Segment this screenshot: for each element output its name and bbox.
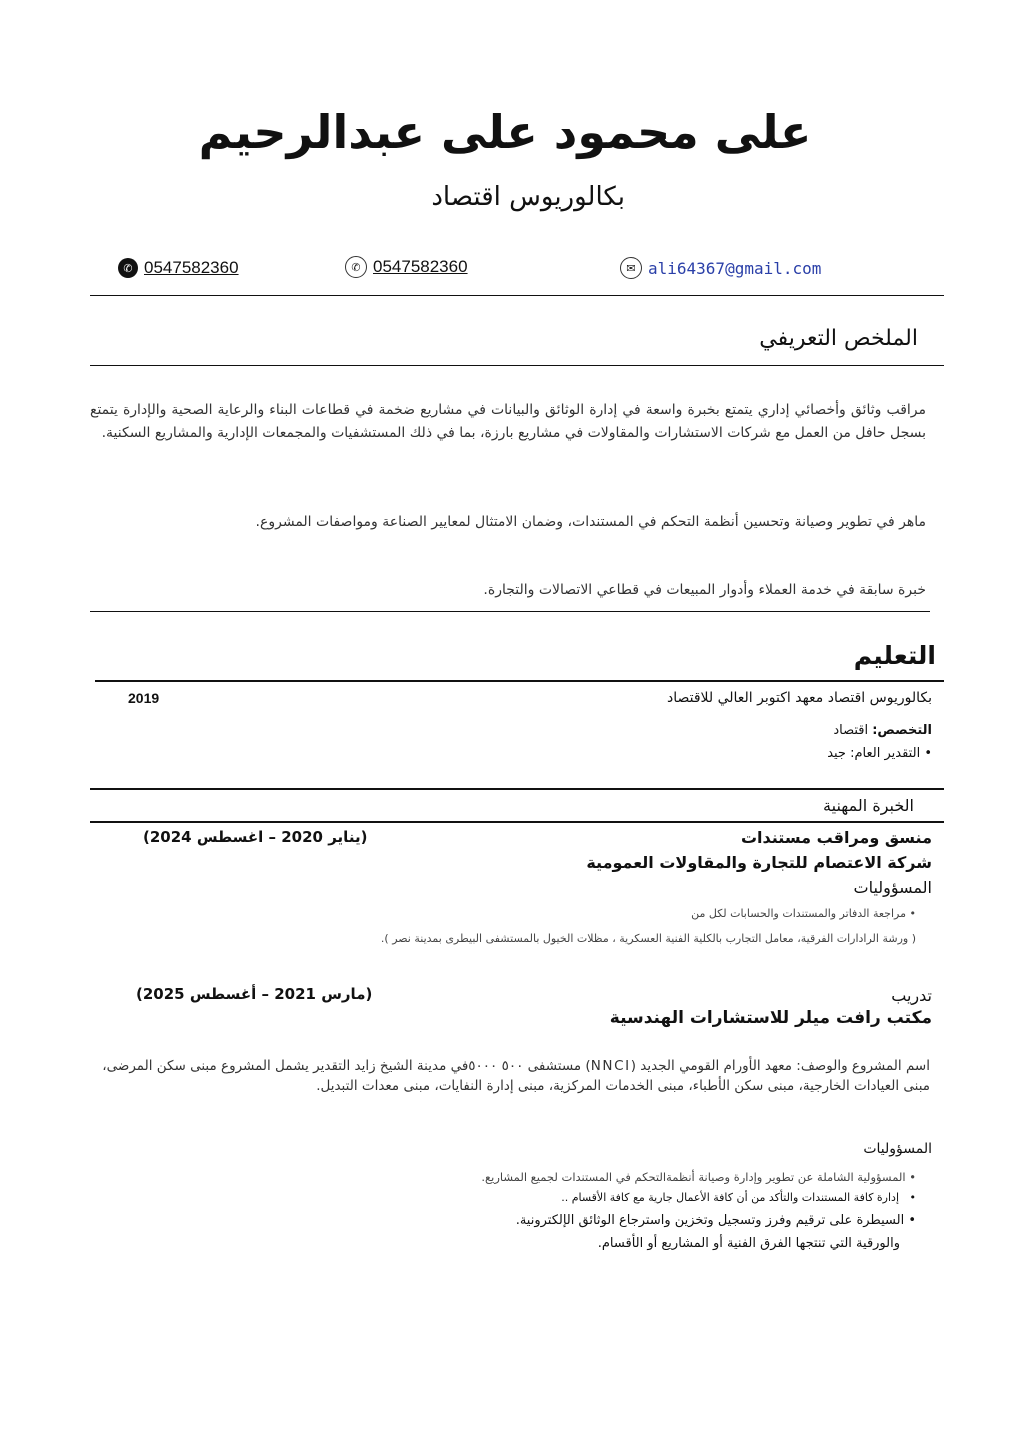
- education-year: 2019: [128, 690, 160, 706]
- divider: [90, 611, 930, 612]
- job1-responsibility: ( ورشة الرادارات الفرقية، معامل التجارب بالكلية الفنية العسكرية ، مظلات الخيول بالمستشفى البيطرى بمدينة نصر ).: [380, 932, 916, 945]
- summary-title: الملخص التعريفي: [759, 326, 918, 351]
- job1-dates: (يناير 2020 – اغسطس 2024): [143, 828, 368, 846]
- email-address[interactable]: ali64367@gmail.com: [648, 258, 822, 278]
- education-grade: • التقدير العام: جيد: [827, 746, 932, 761]
- job2-responsibility: • إدارة كافة المستندات والتأكد من أن كافة الأعمال جارية مع كافة الأقسام ..: [561, 1191, 916, 1204]
- responsibility-text: مراجعة الدفاتر والمستندات والحسابات لكل من: [691, 907, 906, 920]
- email-contact: [620, 257, 821, 279]
- major-label: التخصص:: [872, 723, 932, 738]
- job1-responsibility: • مراجعة الدفاتر والمستندات والحسابات لكل من: [691, 907, 916, 920]
- job2-responsibility: • المسؤولية الشاملة عن تطوير وإدارة وصيانة أنظمةالتحكم في المستندات لجميع المشاريع.: [481, 1170, 916, 1184]
- job1-title: منسق ومراقب مستندات: [740, 828, 932, 847]
- job2-company: مكتب رافت ميلر للاستشارات الهندسية: [609, 1008, 932, 1028]
- summary-paragraph: مراقب وثائق وأخصائي إداري يتمتع بخبرة واسعة في إدارة الوثائق والبيانات في مشاريع ضخمة في قطاعات البناء والرعاية الصحية والإدارة يتمتع بسجل حافل من العمل مع شركات الاستشارات والمقاولات في مشاريع بارزة، بما في ذلك المستشفيات والمجمعات الإدارية والمشاريع السكنية.: [90, 402, 926, 441]
- job2-project: اسم المشروع والوصف: معهد الأورام القومي الجديد (NNCI) مستشفى ٥٠٠ ٥٠٠٠في مدينة الشيخ زايد التقدير يشمل المشروع مبنى سكن المرضى، مبنى العيادات الخارجية، مبنى سكن الأطباء، مبنى الخدمات المركزية، مبنى إدارة النفايات، مبنى معدات التبديل.: [102, 1058, 930, 1094]
- grade-value: جيد: [827, 746, 846, 761]
- candidate-name: على محمود على عبدالرحيم: [198, 105, 812, 159]
- job1-responsibilities-title: المسؤوليات: [853, 878, 932, 897]
- phone-icon: ✆: [118, 258, 138, 278]
- education-title: التعليم: [853, 641, 936, 670]
- summary-paragraph: ماهر في تطوير وصيانة وتحسين أنظمة التحكم في المستندات، وضمان الامتثال لمعايير الصناعة ومواصفات المشروع.: [255, 514, 926, 530]
- whatsapp-contact: [345, 256, 468, 278]
- responsibility-text: السيطرة على ترقيم وفرز وتسجيل وتخزين واسترجاع الوثائق الإلكترونية.: [515, 1213, 905, 1228]
- responsibility-text: إدارة كافة المستندات والتأكد من أن كافة الأعمال جارية مع كافة الأقسام ..: [561, 1191, 900, 1204]
- divider: [90, 295, 944, 296]
- divider: [95, 680, 944, 682]
- job1-company: شركة الاعتصام للتجارة والمقاولات العمومية: [586, 853, 932, 872]
- whatsapp-icon: ✆: [345, 256, 367, 278]
- education-degree: بكالوريوس اقتصاد معهد اكتوبر العالي للاقتصاد: [666, 690, 932, 706]
- phone-contact: [118, 258, 239, 278]
- major-value: اقتصاد: [833, 723, 869, 738]
- job2-responsibility: والورقية التي تنتجها الفرق الفنية أو المشاريع أو الأقسام.: [597, 1236, 900, 1251]
- job2-responsibilities-title: المسؤوليات: [863, 1141, 932, 1157]
- job2-title: تدريب: [891, 986, 932, 1005]
- job2-responsibility: • السيطرة على ترقيم وفرز وتسجيل وتخزين واسترجاع الوثائق الإلكترونية.: [515, 1213, 916, 1228]
- whatsapp-number[interactable]: 0547582360: [373, 257, 468, 276]
- grade-label: التقدير العام:: [850, 746, 921, 761]
- divider: [90, 821, 944, 823]
- divider: [90, 365, 944, 366]
- candidate-degree: بكالوريوس اقتصاد: [431, 182, 625, 212]
- divider: [90, 788, 944, 790]
- education-major: [833, 723, 932, 738]
- job2-dates: (مارس 2021 – أغسطس 2025): [136, 985, 373, 1003]
- email-icon: ✉: [620, 257, 642, 279]
- experience-title: الخبرة المهنية: [823, 796, 914, 815]
- summary-paragraph: خبرة سابقة في خدمة العملاء وأدوار المبيعات في قطاعي الاتصالات والتجارة.: [483, 582, 926, 598]
- responsibility-text: المسؤولية الشاملة عن تطوير وإدارة وصيانة أنظمةالتحكم في المستندات لجميع المشاريع.: [481, 1170, 906, 1184]
- phone-number[interactable]: 0547582360: [144, 258, 239, 277]
